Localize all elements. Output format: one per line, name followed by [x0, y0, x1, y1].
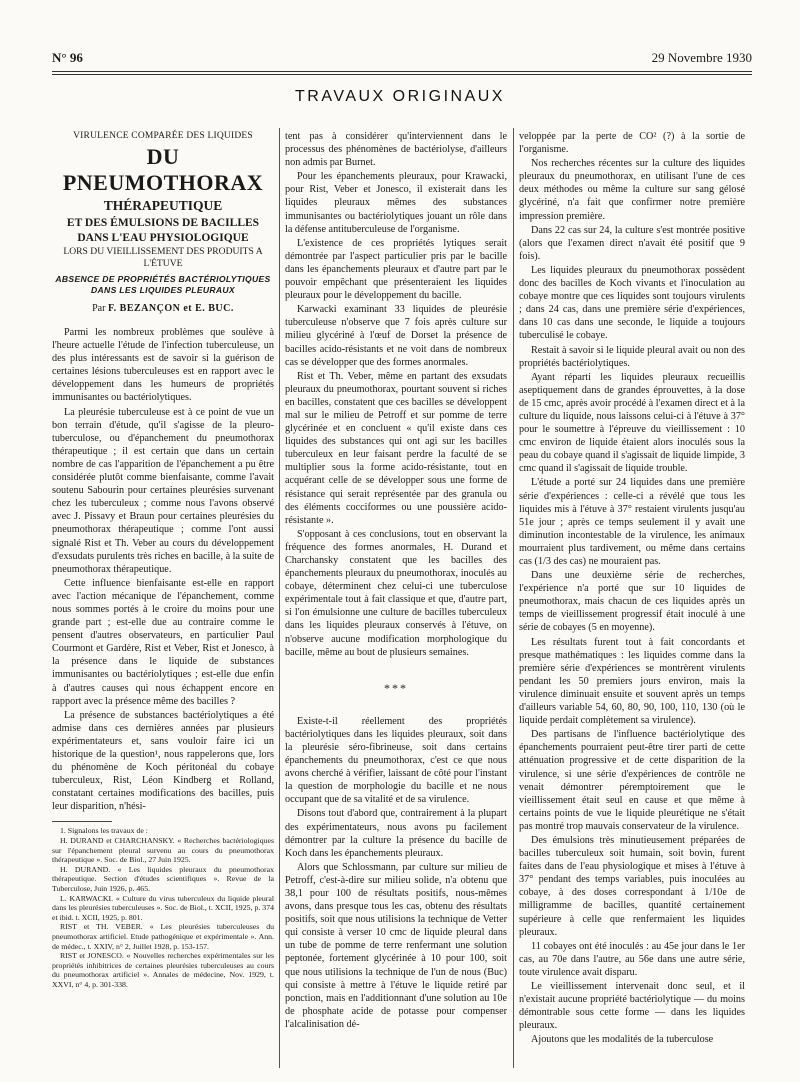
- paragraph: Rist et Th. Veber, même en partant des exsudats pleuraux du pneumothorax, pourtant souvent si riches en bacilles, constatent que ces bacilles se développent mal sur le milieu de Petroff et sur pomme de terre glycérinée et en concluent « qu'il existe dans ces liquides des substances qui ont agi sur les bacilles tuberculeux en leur faisant perdre la faculté de se multiplier sous la forme acido-résistante, tout en acquérant celle de se développer sous une forme de résistance qui serait représentée par des granula ou des éléments cocciformes ou une poussière acido-résistante ».: [285, 370, 507, 526]
- paragraph: Ayant réparti les liquides pleuraux recueillis aseptiquement dans de grandes éprouvettes, à la dose de 15 cmc, après avoir procédé à l'examen direct et à la culture du liquide, nous laissons celui-ci à l'étuve à 37° pour le soumettre à l'épreuve du vieillissement : 10 cmc environ de liquide étaient alors inoculés sous la peau du cobaye quand il s'agissait de liquide limpide, 3 cmc quand il s'agissait de liquide trouble.: [519, 371, 745, 475]
- article-authors: F. BEZANÇON et E. BUC.: [107, 303, 234, 314]
- column-divider: [513, 128, 514, 1068]
- paragraph: La pleurésie tuberculeuse est à ce point de vue un bon terrain d'étude, qu'il s'agisse de la pleuro-tuberculose, ou d'épanchement du pneumothorax thérapeutique ; il est certain que dans un certain nombre de cas l'apparition de l'épanchement a pu être considérée plutôt comme bienfaisante, comme l'avait soutenu Sabourin pour certaines pleurésies survenant chez les tuberculeux ; comme nous l'avons observé avec J. Pissavy et Braun pour certaines pleurésies du pneumothorax thérapeutique ; comme l'ont aussi signalé Rist et Th. Veber au cours du développement d'exsudats purulents très riches en bacille, à la suite de pneumothorax thérapeutique.: [52, 406, 274, 575]
- paragraph: 11 cobayes ont été inoculés : au 45e jour dans le 1er cas, au 70e dans l'autre, au 56e dans une autre série, toute virulence avait disparu.: [519, 940, 745, 978]
- footnote: H. DURAND et CHARCHANSKY. « Recherches bactériologiques sur l'épanchement pleural survenu au cours du pneumothorax thérapeutique ». Soc. de Biol., 27 Juin 1925.: [52, 836, 274, 865]
- issue-date: 29 Novembre 1930: [651, 50, 752, 65]
- footnote: L. KARWACKI. « Culture du virus tuberculeux du liquide pleural dans les pleurésies tuberculeuses ». Soc. de Biol., t. XCII, 1925, p. 374 et ibid. t. XCII, 1925, p. 801.: [52, 893, 274, 922]
- page-header: [52, 50, 752, 70]
- paragraph: Disons tout d'abord que, contrairement à la plupart des expérimentateurs, nous avons pu facilement démontrer par la culture la présence du bacille de Koch dans les épanchements pleuraux.: [285, 808, 507, 859]
- paragraph: Parmi les nombreux problèmes que soulève à l'heure actuelle l'étude de l'infection tuberculeuse, un des plus intéressants est de savoir si la guérison de certaines lésions tuberculeuses est en rapport avec le développement dans les humeurs de propriétés immunisantes ou bactériolytiques.: [52, 327, 274, 404]
- article-kicker: VIRULENCE COMPARÉE DES LIQUIDES: [73, 131, 253, 141]
- paragraph: Restait à savoir si le liquide pleural avait ou non des propriétés bactériolytiques.: [519, 344, 745, 369]
- paragraph: La présence de substances bactériolytiques a été admise dans ces dernières années par plusieurs expérimentateurs et, sans vouloir faire ici un historique de la question¹, nous rappelerons que, lors du phénomène de Koch péritonéal du cobaye tuberculeux, Rist, Léon Kindberg et Rolland, constatant certaines modifications des bacilles, puis leur disparition, n'hési-: [52, 709, 274, 813]
- footnote: 1. Signalons les travaux de :: [60, 826, 148, 836]
- paragraph: Des partisans de l'influence bactériolytique des épanchements pourraient peut-être tirer parti de cette atténuation progressive et de cette disparition de la virulence, si une série d'expériences de contrôle ne venait démontrer péremptoirement que le vieillissement était seul en cause et que même à certains points de vue le liquide pleurétique ne s'était pas montré trop mauvais conservateur de la virulence.: [519, 729, 745, 832]
- byline-prefix: Par: [92, 303, 106, 314]
- section-separator: ***: [384, 680, 408, 695]
- article-byline: [52, 302, 274, 316]
- column-divider: [279, 128, 280, 1068]
- paragraph: Nos recherches récentes sur la culture des liquides pleuraux du pneumothorax, en utilisant l'une de ces deux méthodes ou même la culture sur sang gélosé glycériné, n'a fait que confirmer notre première impression première.: [519, 158, 745, 222]
- paragraph: Dans une deuxième série de recherches, l'expérience n'a porté que sur 10 liquides de pneumothorax, mais chacun de ces liquides après un temps de vieillissement progressif était inoculé à une série de cobayes (5 en moyenne).: [519, 570, 745, 634]
- paragraph: Dans 22 cas sur 24, la culture s'est montrée positive (alors que l'examen direct n'avait été positif que 9 fois).: [519, 224, 745, 262]
- footnotes: [52, 826, 274, 989]
- paragraph: Le vieillissement intervenait donc seul, et il n'existait aucune propriété bactériolytique — du moins démontrable sous cette forme — dans les liquides pleuraux.: [519, 981, 745, 1032]
- paragraph: S'opposant à ces conclusions, tout en observant la fréquence des formes anormales, H. Durand et Charchansky constatent que les bacilles des épanchements pleuraux du pneumothorax, inoculés au cobaye, déterminent chez celui-ci une tuberculose expérimentale tout à fait classique et que, d'autre part, si l'on émulsionne une culture de bacilles tuberculeux dans les liquides pleuraux conservés à l'étuve, on n'observe aucune modification morphologique du bacille, même au bout de plusieurs semaines.: [285, 528, 507, 658]
- paragraph: Existe-t-il réellement des propriétés bactériolytiques dans les liquides pleuraux, soit dans la pleurésie séro-fibrineuse, soit dans certains épanchements du pneumothorax, c'est ce que nous avons cherché à vérifier, laissant de côté pour l'instant la question de morphologie du bacille et ne nous occupant que de sa vitalité et de sa virulence.: [285, 715, 507, 806]
- column-1: [52, 130, 274, 990]
- article-abstract-1: ABSENCE DE PROPRIÉTÉS BACTÉRIOLYTIQUES: [55, 274, 271, 284]
- paragraph: L'étude a porté sur 24 liquides dans une première série d'expériences : celle-ci a révélé que tous les liquides mis à l'étuve à 37° restaient virulents jusqu'au 51e jour ; après ce temps seulement il y avait une diminution incontestable de la virulence, les animaux mourraient plus tardivement, ou même dans certains cas (1/3 des cas) ne mouraient pas.: [519, 477, 745, 567]
- paragraph: tent pas à considérer qu'interviennent dans le processus des phénomènes de bactériolyse, d'ailleurs non admis par Burnet.: [285, 131, 507, 169]
- article-subtitle-1: ET DES ÉMULSIONS DE BACILLES: [66, 217, 260, 229]
- header-rule: [52, 71, 752, 72]
- paragraph: Des émulsions très minutieusement préparées de bacilles tuberculeux soit humain, soit bovin, furent faites dans de l'eau physiologique et mises à l'étuve à 37° pendant des temps variables, puis inoculées au cobaye, à des doses correspondant à 1/10e de milligramme de bacilles, quantité certainement supérieure à celle que renfermaient les liquides pleuraux.: [519, 834, 745, 938]
- footnote: RIST et TH. VEBER. « Les pleurésies tuberculeuses du pneumothorax artificiel. Etude pathogénique et expérimentale ». Ann. de médec., t. XXIV, n° 2, Juillet 1928, p. 153-157.: [52, 922, 274, 951]
- column-2: [285, 130, 507, 1032]
- section-title: TRAVAUX ORIGINAUX: [295, 88, 505, 105]
- article-title: DU PNEUMOTHORAX: [62, 144, 264, 195]
- paragraph: Ajoutons que les modalités de la tuberculose: [531, 1034, 714, 1046]
- paragraph: Les liquides pleuraux du pneumothorax possèdent donc des bacilles de Koch vivants et l'inoculation au cobaye montre que ces liquides sont toujours virulents ; dans 24 cas, dans une première série d'expériences, dans 10 cas dans une seconde, le liquide a toujours tuberculisé le cobaye.: [519, 264, 745, 342]
- paragraph: Alors que Schlossmann, par culture sur milieu de Petroff, c'est-à-dire sur milieu solide, n'a obtenu que 38,1 pour 100 de résultats positifs, nous-mêmes avons, dans presque tous les cas, obtenu des résultats positifs, soit que nous utilisions la technique de Vetter qui consiste à verser 10 cmc de liquide pleural dans un tube de pomme de terre renfermant une solution peptonée, fortement glycérinée à 10 pour 100, soit que nous utilisions la technique de l'un de nous (Buc) qui consiste à mettre à l'étuve le liquide retiré par ponction, mais en l'additionnant d'une solution au 10e de phosphate acide de potasse pour compenser l'alcalinisation dé-: [285, 861, 507, 1030]
- paragraph: Pour les épanchements pleuraux, pour Krawacki, pour Rist, Veber et Jonesco, il existerait dans les liquides pleuraux mêmes des substances immunisantes ou bactériolytiques jouant un rôle dans la défense antituberculeuse de l'organisme.: [285, 171, 507, 235]
- paragraph: Karwacki examinant 33 liquides de pleurésie tuberculeuse n'observe que 7 fois après culture sur milieu glycériné à l'œuf de Dorset la présence de bacilles acido-résistants et ne voit dans de nombreux cas se développer que des formes anormales.: [285, 304, 507, 368]
- article-title-2: THÉRAPEUTIQUE: [103, 198, 223, 213]
- article-abstract-2: DANS LES LIQUIDES PLEURAUX: [91, 285, 235, 295]
- article-subtitle-3: LORS DU VIEILLISSEMENT DES PRODUITS A L'ÉTUVE: [63, 246, 263, 269]
- footnote: H. DURAND. « Les liquides pleuraux du pneumothorax thérapeutique. Section d'études scientifiques ». Revue de la Tuberculose, Juin 1926, p. 465.: [52, 864, 274, 894]
- paragraph: veloppée par la perte de CO² (?) à la sortie de l'organisme.: [519, 131, 745, 156]
- paragraph: Les résultats furent tout à fait concordants et presque mathématiques : les liquides comme dans la première série d'expériences se montrèrent virulents pendant les 50 premiers jours environ, mais la virulence diminuait ensuite et souvent après un temps d'ailleurs variable 54, 60, 80, 90, 100, 110, 130 (où le liquide perdait complètement sa virulence).: [519, 636, 745, 727]
- column-3: [519, 130, 745, 1047]
- issue-number: N° 96: [52, 50, 83, 65]
- article-subtitle-2: DANS L'EAU PHYSIOLOGIQUE: [77, 232, 249, 244]
- header-rule-double: [52, 74, 752, 75]
- paragraph: L'existence de ces propriétés lytiques serait démontrée par l'aspect particulier pris par le bacille dans les épanchements pleuraux et d'autre part par le pouvoir empêchant que présenteraient les liquides pleuraux pour le développement du bacille.: [285, 237, 507, 302]
- footnote: RIST et JONESCO. « Nouvelles recherches expérimentales sur les propriétés inhibitrices de certaines pleurésies tuberculeuses au cours du pneumothorax artificiel ». Annales de médecine, Nov. 1929, t. XXVI, n° 4, p. 301-338.: [52, 951, 274, 989]
- footnote-rule: [52, 821, 112, 822]
- paragraph: Cette influence bienfaisante est-elle en rapport avec l'action mécanique de l'épanchement, comme nous sommes portés à le croire du moins pour une grande part ; est-elle due au contraire comme le pensent d'autres observateurs, en particulier Paul Courmont et Gardère, Rist et Veber, Rist et Jonesco, à la présence dans le liquide de substances immunisantes ou bactériolytiques ; est-elle due enfin à d'autres causes qui nous échappent encore en rapport avec la présence même des bacilles ?: [52, 577, 274, 707]
